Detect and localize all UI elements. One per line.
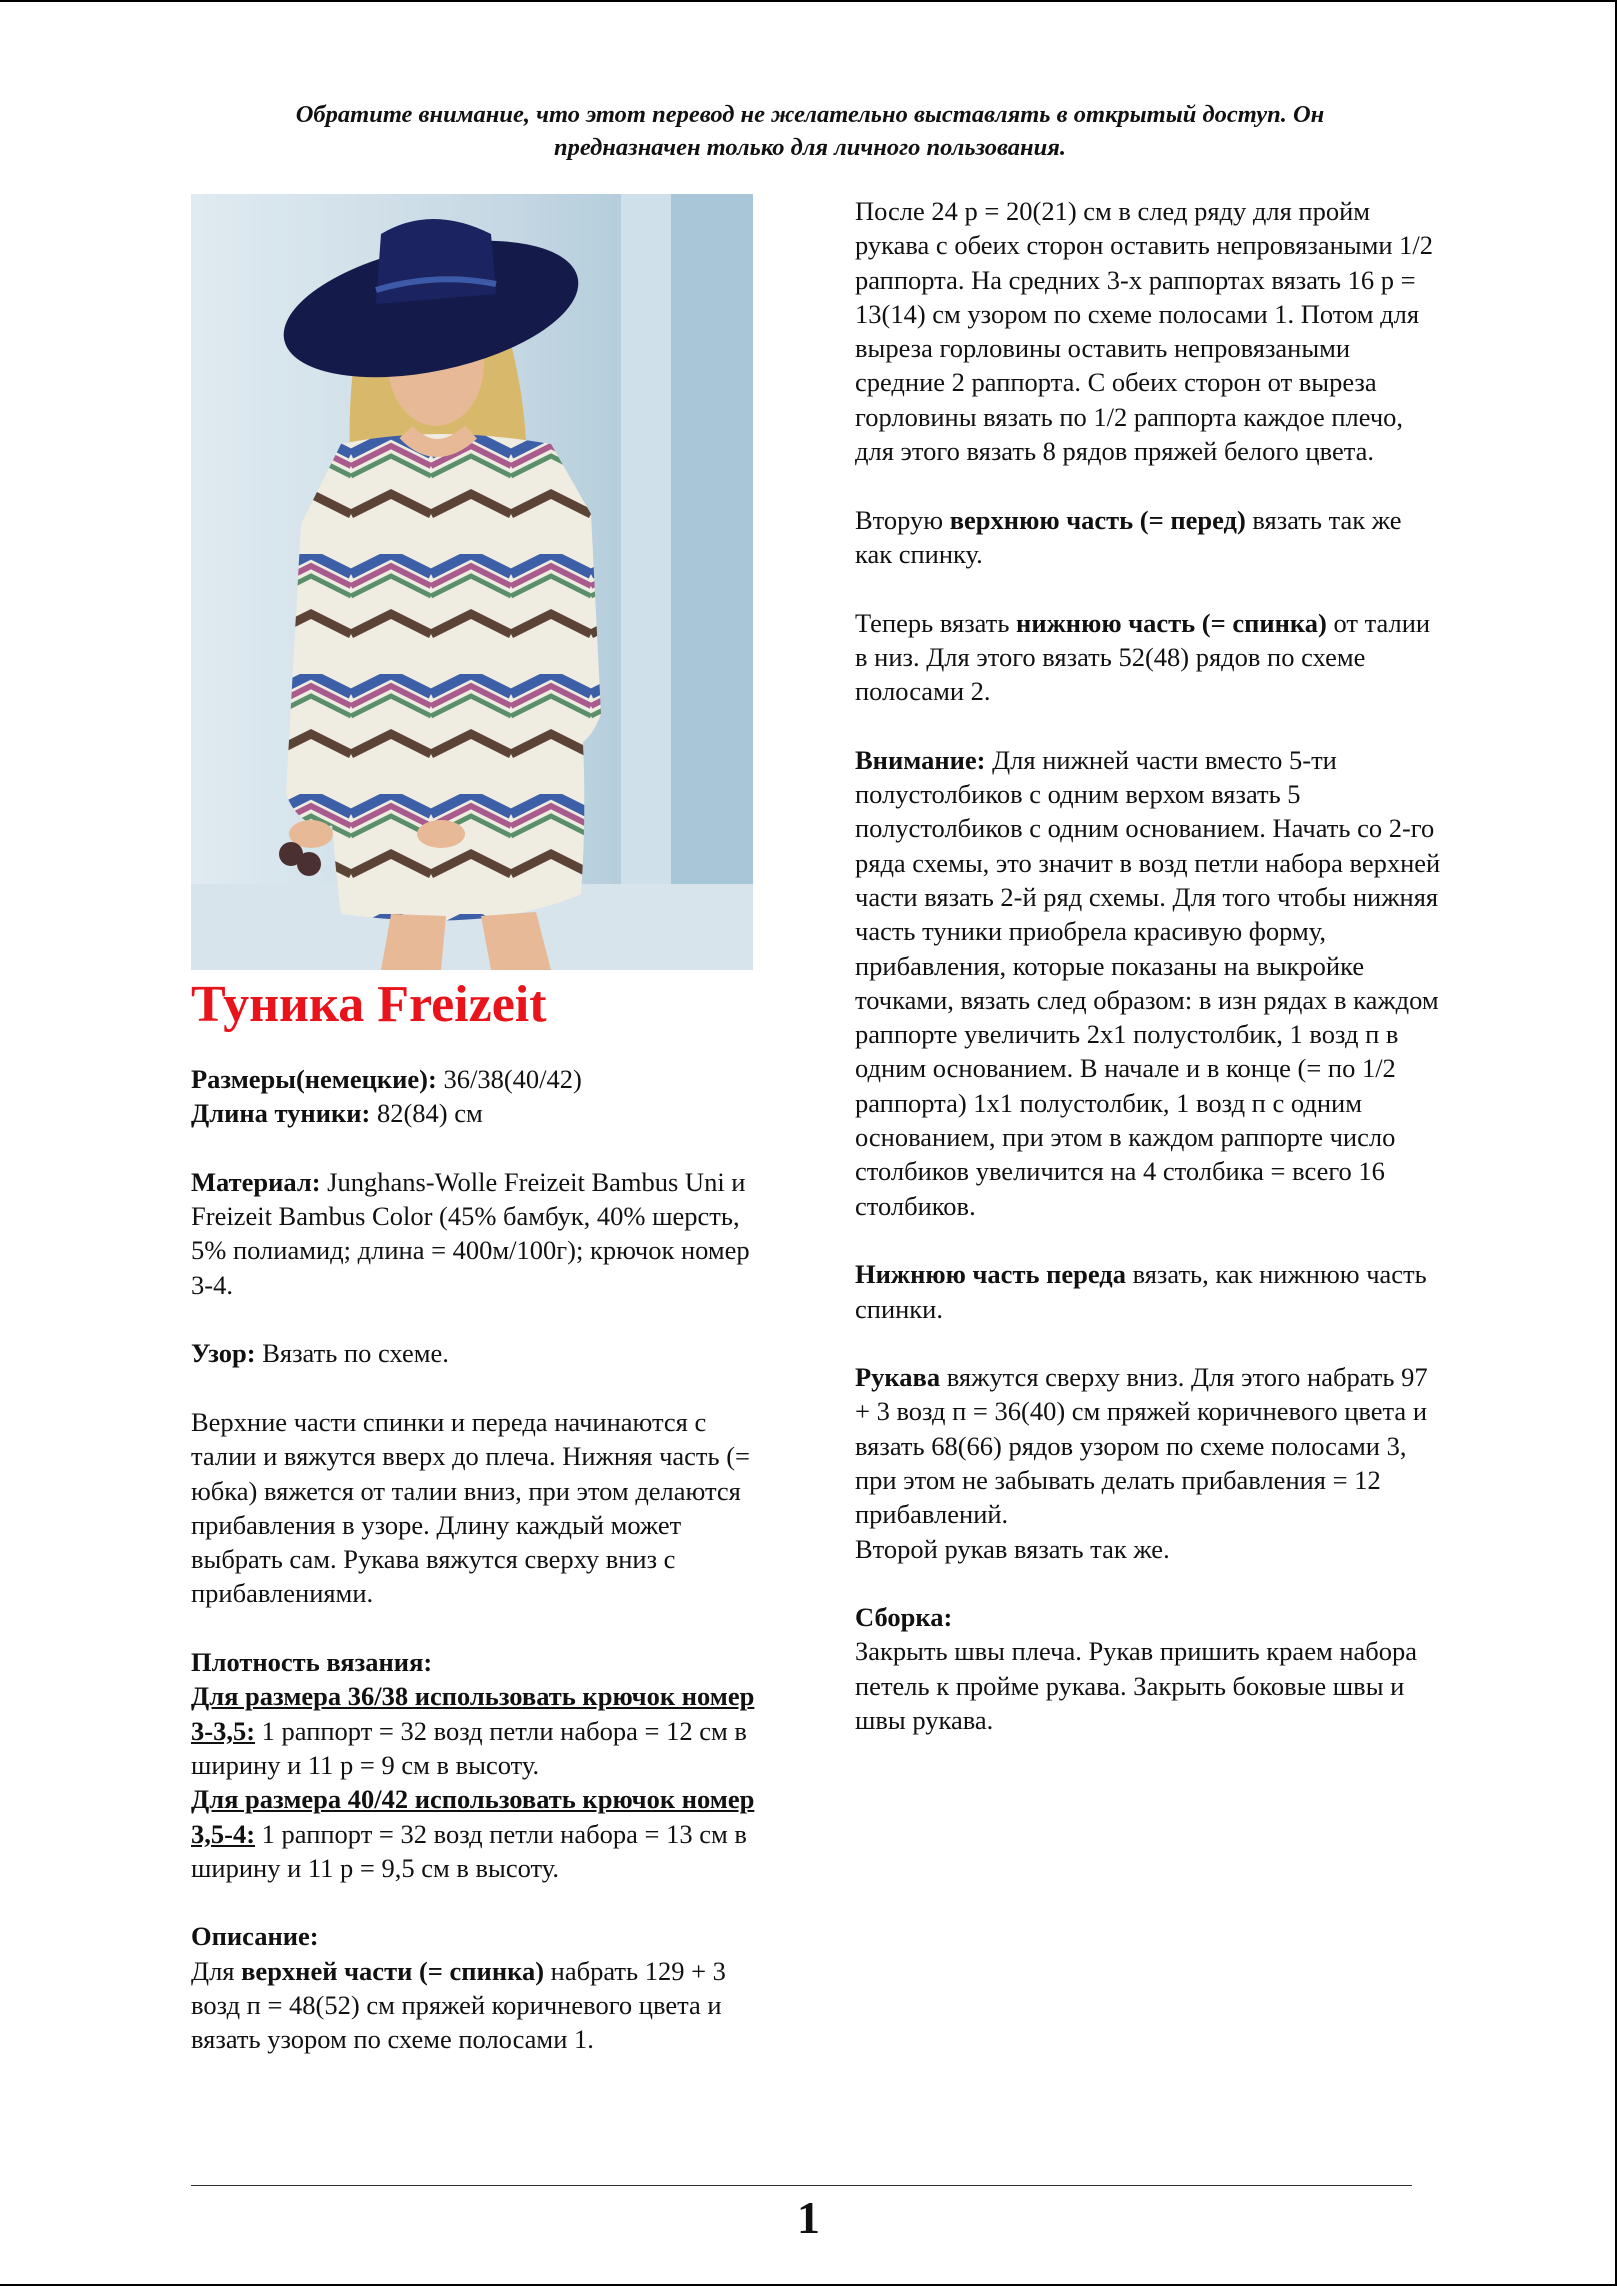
assembly-heading-text: Сборка: (855, 1602, 953, 1633)
gauge-size1-text: 1 раппорт = 32 возд петли набора = 12 см в ширину и 11 р = 9 см в высоту. (191, 1715, 747, 1780)
gauge-heading-text: Плотность вязания: (191, 1647, 433, 1678)
notice-line-2: предназначен только для личного пользования. (553, 134, 1067, 161)
length-label: Длина туники: (191, 1098, 371, 1129)
gauge-size2-text: 1 раппорт = 32 возд петли набора = 13 см в ширину и 11 р = 9,5 см в высоту. (191, 1818, 747, 1883)
page-title: Туника Freizeit (191, 976, 547, 1033)
footer-rule (191, 2185, 1412, 2186)
p6-post: вяжутся сверху вниз. Для этого набрать 97 + 3 возд п = 36(40) см пряжей коричневого цвета и вязать 68(66) рядов узором по схеме полосами 3, при этом не забывать делать прибавления = 12 прибавлений. (855, 1362, 1428, 1530)
assembly-text: Закрыть швы плеча. Рукав пришить краем набора петель к пройме рукава. Закрыть боковые швы и швы рукава. (855, 1636, 1418, 1736)
right-paragraph-2 (855, 503, 1445, 572)
tunic-photo (191, 194, 753, 970)
left-column (191, 1062, 771, 2057)
p6-bold: Рукава (855, 1362, 941, 1393)
gauge-size2-label: Для размера 40/42 использовать крючок номер 3,5-4: (191, 1784, 755, 1849)
gauge-heading (191, 1645, 771, 1679)
right-paragraph-3 (855, 606, 1445, 709)
gauge-size1-label: Для размера 36/38 использовать крючок номер 3-3,5: (191, 1681, 755, 1746)
p3-bold: нижнюю часть (= спинка) (1016, 607, 1327, 638)
page-number: 1 (797, 2192, 820, 2243)
length-value: 82(84) см (370, 1098, 483, 1129)
right-paragraph-6b: Второй рукав вязать так же. (855, 1533, 1170, 1564)
sizes-line (191, 1062, 771, 1096)
description-heading (191, 1919, 771, 1953)
description-heading-text: Описание: (191, 1921, 319, 1952)
p3-post: от талии в низ. Для этого вязать 52(48) рядов по схеме полосами 2. (855, 607, 1431, 707)
description-paragraph (191, 1954, 771, 2057)
material-label: Материал: (191, 1166, 321, 1197)
right-column (855, 194, 1445, 1737)
p2-bold: верхнюю часть (= перед) (949, 504, 1246, 535)
p5-bold: Нижнюю часть переда (855, 1259, 1126, 1290)
p3-pre: Теперь вязать (855, 607, 1017, 638)
p2-post: вязать так же как спинку. (855, 504, 1402, 569)
right-paragraph-4 (855, 743, 1445, 1223)
p5-post: вязать, как нижнюю часть спинки. (855, 1259, 1427, 1324)
pattern-paragraph (191, 1336, 771, 1370)
sizes-label: Размеры(немецкие): (191, 1064, 437, 1094)
intro-paragraph: Верхние части спинки и переда начинаются с талии и вяжутся вверх до плеча. Нижняя часть (= юбка) вяжется от талии вниз, при этом делаются прибавления в узоре. Длину каждый может выбрать сам. Рукава вяжутся сверху вниз с прибавлениями. (191, 1406, 750, 1609)
right-paragraph-5 (855, 1257, 1445, 1326)
material-text: Junghans-Wolle Freizeit Bambus Uni и Freizeit Bambus Color (45% бамбук, 40% шерсть, 5% полиамид; длина = 400м/100г); крючок номер 3-4. (191, 1166, 750, 1300)
description-post: набрать 129 + 3 возд п = 48(52) см пряжей коричневого цвета и вязать узором по схеме полосами 1. (191, 1955, 726, 2055)
notice (190, 98, 1430, 164)
sizes-value: 36/38(40/42) (436, 1064, 582, 1094)
p4-bold: Внимание: (855, 744, 986, 775)
p4-post: Для нижней части вместо 5-ти полустолбиков с одним верхом вязать 5 полустолбиков с одним основанием. Начать со 2-го ряда схемы, это значит в возд петли набора верхней части вязать 2-й ряд схемы. Для того чтобы нижняя часть туники приобрела красивую форму, прибавления, которые показаны на выкройке точками, вязать след образом: в изн рядах в каждом раппорте увеличить 2х1 полустолбик, 1 возд п в одним основанием. В начале и в конце (= по 1/2 раппорта) 1х1 полустолбик, 1 возд п с одним основанием, при этом в каждом раппорте число столбиков увеличится на 4 столбика = всего 16 столбиков. (855, 744, 1441, 1221)
right-paragraph-1: После 24 р = 20(21) см в след ряду для пройм рукава с обеих сторон оставить непровязаными 1/2 раппорта. На средних 3-х раппортах вязать 16 р = 13(14) см узором по схеме полосами 1. Потом для выреза горловины оставить непровязаными средние 2 раппорта. С обеих сторон от выреза горловины вязать по 1/2 раппорта каждое плечо, для этого вязать 8 рядов пряжей белого цвета. (855, 196, 1434, 467)
pattern-label: Узор: (191, 1338, 256, 1369)
description-bold: верхней части (= спинка) (241, 1955, 545, 1986)
gauge-size2 (191, 1782, 771, 1885)
gauge-size1 (191, 1679, 771, 1782)
description-pre: Для (191, 1955, 242, 1986)
right-paragraph-6 (855, 1360, 1445, 1531)
length-line (191, 1096, 771, 1130)
pattern-text: Вязать по схеме. (255, 1338, 449, 1369)
material-paragraph (191, 1165, 771, 1302)
assembly-heading (855, 1600, 1445, 1634)
p2-pre: Вторую (855, 504, 950, 535)
notice-line-1: Обратите внимание, что этот перевод не желательно выставлять в открытый доступ. Он (295, 101, 1325, 128)
